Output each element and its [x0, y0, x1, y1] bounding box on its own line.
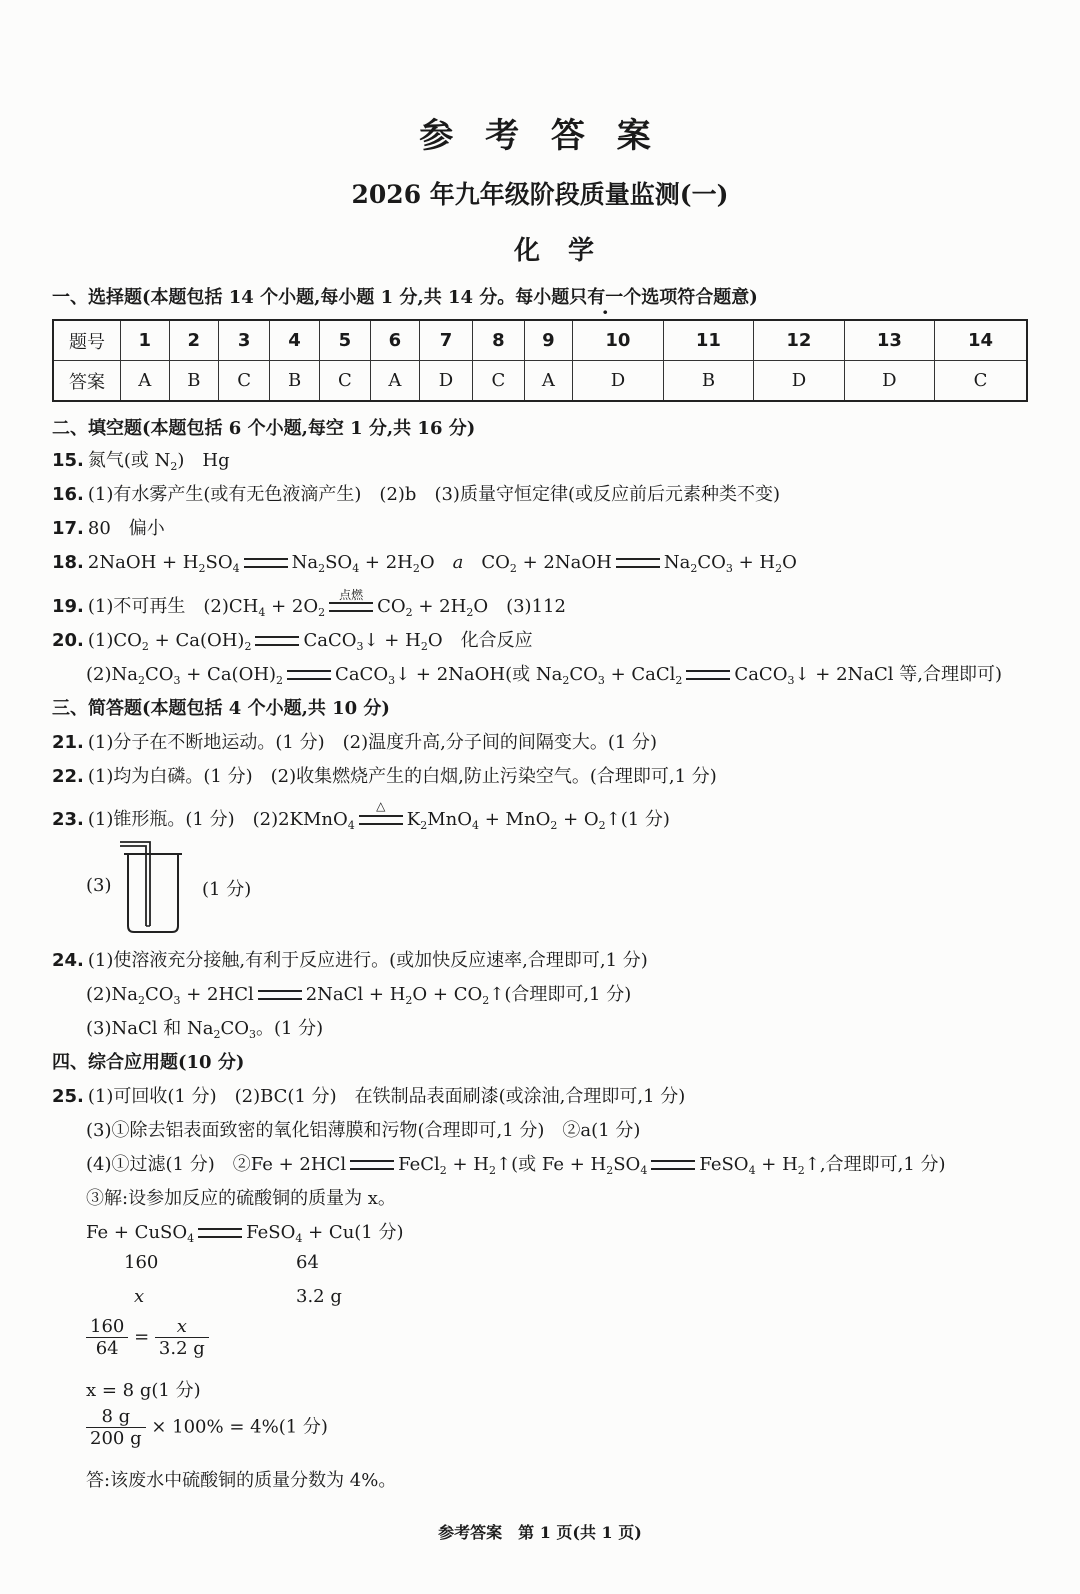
section-fill-heading: 二、填空题(本题包括 6 个小题,每空 1 分,共 16 分): [52, 418, 476, 439]
answer-20-2: $(2)Na_2CO_3 + Ca(OH)_2$ CaCO$_3$↓ + 2NaOH(或 $Na_2CO_3$ + CaCl$_2$ CaCO$_3$↓ + 2NaCl 等,合理即可): [86, 664, 1003, 687]
answer-23: 23. (1)锥形瓶。(1 分) (2)2KMnO$_4$ △ $K_2MnO_4 + MnO_2$ + $O_2↑(1$ 分): [52, 799, 670, 832]
subject-title: 化学: [513, 236, 622, 266]
percentage-calc: $\frac{8 g}{200 g}$ × 100% = 4%(1 分): [86, 1406, 328, 1449]
table-row: 答案 A B C B C A D C A D B D D C: [53, 361, 1027, 402]
section-comprehensive-heading: 四、综合应用题(10 分): [52, 1052, 245, 1073]
answer-21: 21. (1)分子在不断地运动。(1 分) (2)温度升高,分子间的间隔变大。(1 分): [52, 732, 658, 753]
answer-25-4: (4)①过滤(1 分) ②Fe + 2HCl FeCl$_2$ + $H_2↑$(或 $Fe + H_2SO_4$ FeSO$_4$ + $H_2↑$,合理即可,1 分): [86, 1154, 946, 1177]
answer-25-3: (3)①除去铝表面致密的氧化铝薄膜和污物(合理即可,1 分) ②a(1 分): [86, 1120, 641, 1141]
answer-15: 15. 氮气(或 $N_2$) Hg: [52, 450, 230, 473]
section-choice-heading: 一、选择题(本题包括 14 个小题,每小题 1 分,共 14 分。每小题只有一个选项符合题意): [52, 287, 758, 308]
answer-18: 18. 2NaOH + $H_2SO_4$ $Na_2SO_4 + 2H_2O$ a $CO_2$ + 2NaOH $Na_2CO_3 + H_2O$: [52, 552, 797, 575]
answer-16: 16. (1)有水雾产生(或有无色液滴产生) (2)b (3)质量守恒定律(或反应前后元素种类不变): [52, 484, 780, 505]
answer-25-4-solution: ③解:设参加反应的硫酸铜的质量为 x。: [86, 1188, 396, 1209]
row-label: 题号: [53, 320, 121, 361]
exam-subtitle: 2026 年九年级阶段质量监测(一): [351, 180, 729, 209]
answer-17: 17. 80 偏小: [52, 518, 165, 539]
unknown-x: x: [134, 1286, 145, 1307]
answer-23-3-label: (3): [86, 875, 112, 896]
answer-24-3: (3)NaCl 和 $Na_2CO_3$。(1 分): [86, 1018, 324, 1041]
molar-mass-cu: 64: [296, 1252, 319, 1273]
proportion: $\frac{160}{64}$ = $\frac{x}{3.2 g}$: [86, 1316, 209, 1359]
row-label: 答案: [53, 361, 121, 402]
answer-19: 19. (1)不可再生 $(2)CH_4 + 2O_2$ 点燃 $CO_2 + 2H_2O$ (3)112: [52, 588, 566, 619]
page-title: 参 考 答 案: [419, 116, 661, 156]
answer-23-3-score: (1 分): [202, 879, 252, 900]
gas-collection-bottle-icon: [118, 840, 188, 934]
section-short-answer-heading: 三、简答题(本题包括 4 个小题,共 10 分): [52, 698, 390, 719]
answer-table: [52, 319, 1028, 402]
final-answer: 答:该废水中硫酸铜的质量分数为 4%。: [86, 1470, 397, 1491]
emphasis-text: 只有一个: [569, 287, 642, 308]
x-result: x = 8 g(1 分): [86, 1380, 201, 1401]
cu-mass: 3.2 g: [296, 1286, 342, 1307]
answer-22: 22. (1)均为白磷。(1 分) (2)收集燃烧产生的白烟,防止污染空气。(合理即可,1 分): [52, 766, 717, 787]
reaction-equation: Fe + CuSO$_4$ FeSO$_4$ + Cu(1 分): [86, 1222, 404, 1245]
molar-mass-cuso4: 160: [124, 1252, 159, 1273]
answer-24: 24. (1)使溶液充分接触,有利于反应进行。(或加快反应速率,合理即可,1 分): [52, 950, 648, 971]
answer-24-2: $(2)Na_2CO_3 + 2HCl$ 2NaCl + $H_2O$ + $CO_2↑$(合理即可,1 分): [86, 984, 632, 1007]
answer-25: 25. (1)可回收(1 分) (2)BC(1 分) 在铁制品表面刷漆(或涂油,合理即可,1 分): [52, 1086, 686, 1107]
table-row: 题号 1 2 3 4 5 6 7 8 9 10 11 12 13 14: [53, 320, 1027, 361]
answer-20: 20. $(1)CO_2 + Ca(OH)_2$ CaCO$_3$↓ + $H_2O$ 化合反应: [52, 630, 533, 653]
page-footer: 参考答案 第 1 页(共 1 页): [438, 1523, 642, 1542]
